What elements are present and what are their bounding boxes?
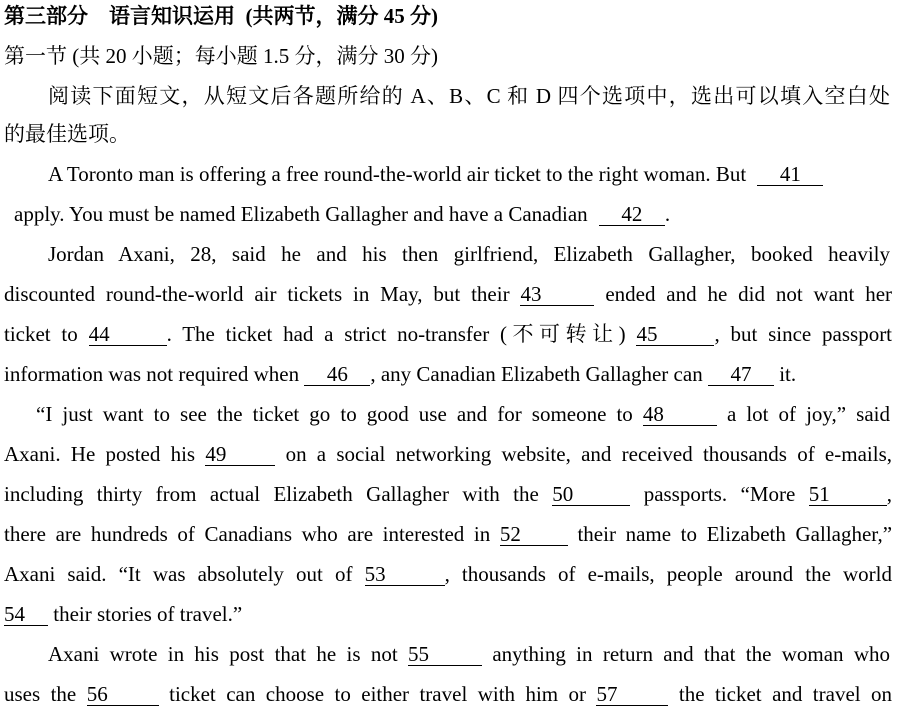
passage-line: apply. You must be named Elizabeth Gallagher and have a Canadian 42 . [14,202,671,226]
blank-44[interactable]: 44 [89,323,167,346]
blank-51[interactable]: 51 [809,483,887,506]
blank-41[interactable]: 41 [757,163,823,186]
blank-46[interactable]: 46 [304,363,370,386]
instructions-line-1: 阅读下面短文，从短文后各题所给的 A、B、C 和 D 四个选项中，选出可以填入空白处 [48,84,890,108]
section-heading [4,0,438,36]
blank-57[interactable]: 57 [596,683,668,706]
passage-line: Axani wrote in his post that he is not 55 anything in return and that the woman who [48,642,891,666]
blank-56[interactable]: 56 [87,683,159,706]
heading-title: 语言知识运用 [109,4,235,28]
blank-42[interactable]: 42 [599,203,665,226]
passage-line: there are hundreds of Canadians who are interested in 52 their name to Elizabeth Gallagher,” [4,522,893,546]
passage-line: information was not required when 46 , any Canadian Elizabeth Gallagher can 47 it. [4,362,797,386]
blank-49[interactable]: 49 [205,443,275,466]
blank-48[interactable]: 48 [643,403,717,426]
blank-54[interactable]: 54 [4,603,48,626]
passage-line: Jordan Axani, 28, said he and his then girlfriend, Elizabeth Gallagher, booked heavily [48,242,890,266]
heading-note: (共两节，满分 45 分) [245,4,438,28]
heading-part: 第三部分 [4,4,88,28]
blank-55[interactable]: 55 [408,643,482,666]
passage-line: discounted round-the-world air tickets in May, but their 43 ended and he did not want her [4,282,893,306]
blank-53[interactable]: 53 [365,563,445,586]
passage-line: “I just want to see the ticket go to good use and for someone to 48 a lot of joy,” said [36,402,891,426]
blank-52[interactable]: 52 [500,523,568,546]
blank-45[interactable]: 45 [636,323,714,346]
passage-line: Axani said. “It was absolutely out of 53 , thousands of e-mails, people around the world [4,562,893,586]
passage-line: ticket to 44 . The ticket had a strict no-transfer (不可转让) 45 , but since passport [4,322,893,346]
section-subheading: 第一节 (共 20 小题；每小题 1.5 分，满分 30 分) [4,44,438,68]
blank-50[interactable]: 50 [552,483,630,506]
blank-47[interactable]: 47 [708,363,774,386]
passage-line: uses the 56 ticket can choose to either travel with him or 57 the ticket and travel on [4,682,893,706]
blank-43[interactable]: 43 [520,283,594,306]
passage-line: 54 their stories of travel.” [4,602,243,626]
passage-line: Axani. He posted his 49 on a social networking website, and received thousands of e-mails, [4,442,892,466]
instructions-line-2: 的最佳选项。 [4,122,130,146]
passage-line: A Toronto man is offering a free round-the-world air ticket to the right woman. But 41 [48,154,823,194]
passage-line: including thirty from actual Elizabeth Gallagher with the 50 passports. “More 51 , [4,482,893,506]
